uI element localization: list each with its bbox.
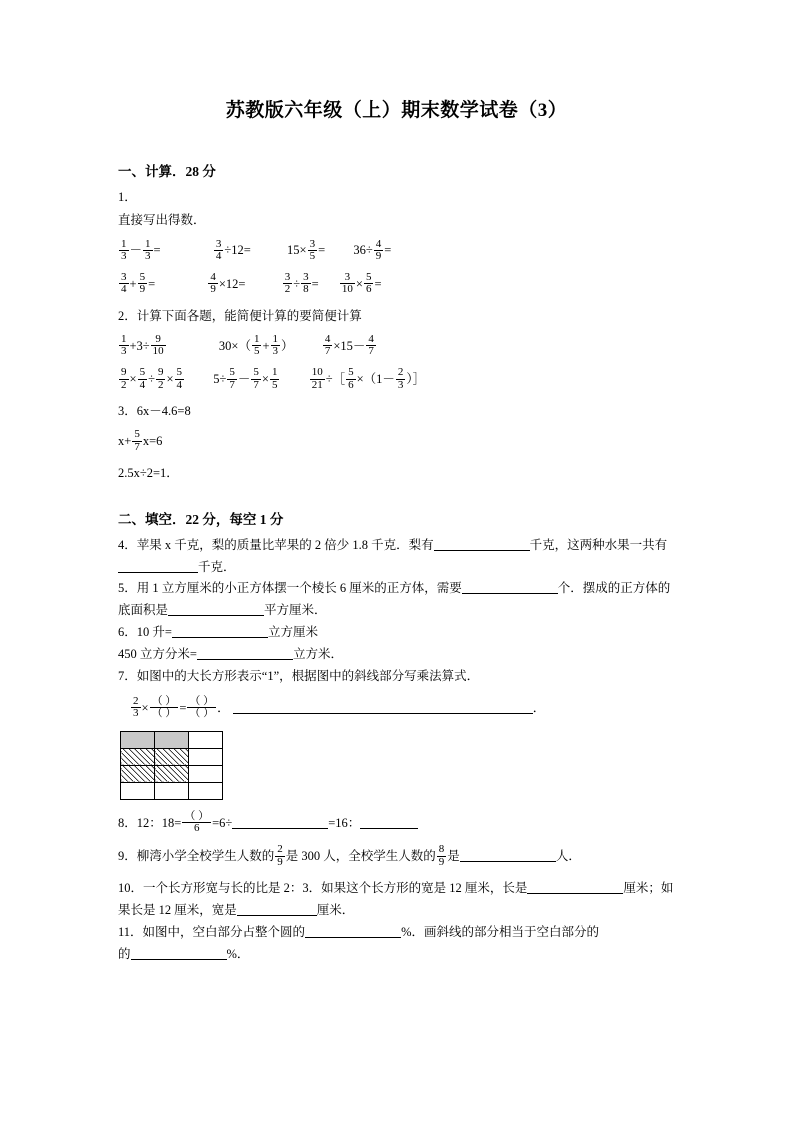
grid-row xyxy=(121,748,223,765)
equals: = xyxy=(311,276,319,291)
q10-number: 10． xyxy=(118,881,144,896)
operator: － xyxy=(129,243,143,258)
q1-item-7 xyxy=(282,270,322,296)
q2-item-4 xyxy=(118,366,188,391)
operator: ÷ xyxy=(293,276,301,291)
q11-text-2: %．画斜线的部分相当于空白部分的 xyxy=(401,924,599,939)
q7-expr-inline xyxy=(130,694,233,720)
q11-text-1: 如图中，空白部分占整个圆的 xyxy=(142,924,306,939)
fraction: $\frac{4}{7}$ xyxy=(324,332,331,358)
equals: = xyxy=(318,243,326,258)
q7-grid-figure xyxy=(120,731,223,800)
q8-text-2: =6÷ xyxy=(212,815,233,830)
answer-blank[interactable] xyxy=(434,537,530,551)
fraction: $\frac{2}{3}$ xyxy=(397,366,404,391)
q3-equation-2 xyxy=(118,428,163,453)
period: ． xyxy=(532,700,546,715)
grid-row xyxy=(121,782,223,799)
q1-item-1 xyxy=(118,237,164,263)
q2-item-1 xyxy=(118,332,170,358)
q1-prompt: 直接写出得数． xyxy=(118,213,206,228)
answer-blank[interactable] xyxy=(462,580,558,594)
expr-tail: ×12= xyxy=(218,276,246,291)
question-11 xyxy=(118,922,675,966)
q8-text-3: =16： xyxy=(328,815,361,830)
fraction: $\frac{( )}{( )}$ xyxy=(151,694,177,720)
expr-head: x+ xyxy=(118,434,132,449)
operator: × xyxy=(166,371,174,386)
q2-prompt xyxy=(118,306,675,326)
expr-head: 36÷ xyxy=(353,243,373,258)
q7-text: 如图中的大长方形表示“1”，根据图中的斜线部分写乘法算式． xyxy=(136,668,480,683)
q2-number: 2． xyxy=(118,308,137,323)
fraction: $\frac{2}{3}$ xyxy=(133,694,139,720)
answer-blank[interactable] xyxy=(527,880,623,894)
expr-tail: x=6 xyxy=(142,434,163,449)
grid-cell xyxy=(155,748,189,765)
answer-blank[interactable] xyxy=(232,815,328,829)
grid-cell xyxy=(155,765,189,782)
grid-cell xyxy=(189,748,223,765)
q10-text-2: 厘米；如果长是 12 厘米，宽是 xyxy=(118,881,674,917)
fraction: $\frac{5}{6}$ xyxy=(365,270,372,296)
q1-item-6 xyxy=(207,270,248,296)
fraction: $\frac{( )}{6}$ xyxy=(184,809,210,835)
fraction: $\frac{5}{7}$ xyxy=(229,366,235,391)
q9-text-2: 是 300 人，全校学生人数的 xyxy=(285,848,436,863)
expr-head: 5÷ xyxy=(213,371,227,386)
expr-tail: ） xyxy=(281,338,294,353)
question-5 xyxy=(118,578,675,622)
q5-text-1: 用 1 立方厘米的小正方体摆一个棱长 6 厘米的正方体，需要 xyxy=(136,581,462,596)
q5-text-2: 个．摆成的正方体的底面积是 xyxy=(118,581,671,618)
equals: = xyxy=(148,276,156,291)
operator: + xyxy=(129,276,137,291)
q3-equation-3: 2.5x÷2=1． xyxy=(118,466,179,481)
equals: = xyxy=(179,700,187,715)
fraction: $\frac{5}{4}$ xyxy=(176,366,182,391)
q2-item-2 xyxy=(218,332,297,358)
q1-row-2 xyxy=(118,270,675,297)
q6-text-2: 立方厘米 xyxy=(267,625,318,640)
grid-cell xyxy=(155,731,189,748)
question-6 xyxy=(118,622,675,666)
question-9 xyxy=(118,845,675,869)
q2-item-5 xyxy=(213,366,283,391)
fraction: $\frac{4}{9}$ xyxy=(210,270,216,296)
answer-blank[interactable] xyxy=(237,902,317,916)
fraction: $\frac{8}{9}$ xyxy=(438,843,445,868)
answer-blank[interactable] xyxy=(233,700,533,714)
fraction: $\frac{9}{2}$ xyxy=(121,366,127,391)
q1-item-8 xyxy=(339,270,382,296)
q9-text-3: 是 xyxy=(447,848,460,863)
grid-cell xyxy=(189,782,223,799)
operator: ÷［ xyxy=(325,371,346,386)
question-7 xyxy=(118,666,675,688)
expr-head: 15× xyxy=(287,243,307,258)
q11-number: 11． xyxy=(118,924,143,939)
expr-head: 30×（ xyxy=(218,338,251,353)
fraction: $\frac{9}{10}$ xyxy=(152,332,164,358)
q7-expression xyxy=(130,694,675,721)
q8-number: 8． xyxy=(118,815,137,830)
fraction: $\frac{1}{3}$ xyxy=(121,237,127,263)
q1-item-2 xyxy=(213,237,254,263)
fraction: $\frac{1}{5}$ xyxy=(253,332,260,358)
q10-text-3: 厘米． xyxy=(316,903,355,917)
fraction: $\frac{1}{3}$ xyxy=(121,332,127,358)
grid-cell xyxy=(121,748,155,765)
answer-blank[interactable] xyxy=(197,646,293,660)
operator: ×15－ xyxy=(333,338,366,353)
answer-blank[interactable] xyxy=(305,924,401,938)
q1-item-5 xyxy=(118,270,158,296)
q3-line-2 xyxy=(118,430,675,454)
fraction: $\frac{10}{21}$ xyxy=(311,366,323,391)
q3-number: 3． xyxy=(118,404,137,419)
operator: ×（1－ xyxy=(356,371,395,386)
q3-line-1 xyxy=(118,401,675,421)
q11-text-4: %． xyxy=(226,946,250,961)
expr-tail: ÷12= xyxy=(224,243,251,258)
operator: × xyxy=(141,700,149,715)
q9-text-4: 人． xyxy=(555,848,581,863)
fraction: $\frac{1}{5}$ xyxy=(271,366,278,391)
q5-number: 5． xyxy=(118,581,137,596)
answer-blank[interactable] xyxy=(118,559,198,573)
question-10 xyxy=(118,878,675,922)
q4-text-1: 苹果 x 千克，梨的质量比苹果的 2 倍少 1.8 千克．梨有 xyxy=(136,537,434,552)
q3-equation-1: 6x－4.6=8 xyxy=(136,404,191,419)
fraction: $\frac{1}{3}$ xyxy=(272,332,279,358)
question-4 xyxy=(118,535,675,579)
operator: ÷ xyxy=(148,371,155,386)
fraction: $\frac{5}{7}$ xyxy=(253,366,259,391)
question-3 xyxy=(118,401,675,484)
q9-text-1: 柳湾小学全校学生人数的 xyxy=(136,848,275,863)
q6-text-3: 450 立方分米= xyxy=(118,647,197,662)
q2-row-1 xyxy=(118,332,675,359)
q1-item-3 xyxy=(287,237,328,263)
q4-number: 4． xyxy=(118,537,137,552)
equals: = xyxy=(153,243,161,258)
section-heading-fill-in-blank: 二、填空．22 分，每空 1 分 xyxy=(118,511,284,527)
answer-blank[interactable] xyxy=(172,624,268,638)
grid-cell xyxy=(121,731,155,748)
q10-text-1: 一个长方形宽与长的比是 2：3．如果这个长方形的宽是 12 厘米，长是 xyxy=(143,881,528,896)
fraction: $\frac{9}{2}$ xyxy=(157,366,164,391)
q6-text-4: 立方米． xyxy=(292,647,343,662)
operator: × xyxy=(355,276,363,291)
expr-tail: ）］ xyxy=(406,371,426,386)
q1-item-4 xyxy=(353,237,392,263)
q8-expression xyxy=(136,809,233,835)
equals: = xyxy=(374,276,382,291)
grid-cell xyxy=(189,731,223,748)
q2-item-3 xyxy=(322,332,377,358)
operator: × xyxy=(261,371,269,386)
q1-number: 1． xyxy=(118,190,137,204)
fraction: $\frac{3}{4}$ xyxy=(215,237,222,263)
fraction: $\frac{4}{9}$ xyxy=(375,237,382,263)
section-heading-calculation: 一、计算．28 分 xyxy=(118,164,216,179)
fraction: $\frac{4}{7}$ xyxy=(368,332,374,358)
fraction: $\frac{3}{5}$ xyxy=(309,237,316,263)
fraction: $\frac{5}{4}$ xyxy=(139,366,146,391)
q6-text-1: 10 升= xyxy=(136,625,172,640)
answer-blank[interactable] xyxy=(168,602,264,616)
answer-blank[interactable] xyxy=(460,848,556,862)
q2-item-6 xyxy=(309,366,426,391)
q8-text-1: 12：18= xyxy=(136,815,182,830)
q4-text-3: 千克． xyxy=(198,559,236,574)
q2-text: 计算下面各题，能简便计算的要简便计算 xyxy=(136,308,362,323)
question-2 xyxy=(118,306,675,392)
q9-number: 9． xyxy=(118,848,137,863)
grid-cell xyxy=(121,765,155,782)
operator: × xyxy=(129,371,137,386)
equals: = xyxy=(384,243,392,258)
grid-cell xyxy=(189,765,223,782)
fraction: $\frac{5}{9}$ xyxy=(139,270,146,296)
question-1 xyxy=(118,187,675,297)
grid-cell xyxy=(121,782,155,799)
answer-blank[interactable] xyxy=(131,946,227,960)
q11-text-3: 的 xyxy=(118,946,131,961)
grid-cell xyxy=(155,782,189,799)
question-8 xyxy=(118,809,675,836)
operator: +3÷ xyxy=(129,338,150,353)
fraction: $\frac{3}{8}$ xyxy=(303,270,309,296)
fraction: $\frac{5}{6}$ xyxy=(348,366,354,391)
fraction: $\frac{5}{7}$ xyxy=(134,428,140,453)
q7-number: 7． xyxy=(118,668,137,683)
page-title: 苏教版六年级（上）期末数学试卷（3） xyxy=(225,100,568,121)
fraction: $\frac{3}{2}$ xyxy=(284,270,291,296)
fraction: $\frac{2}{9}$ xyxy=(277,843,283,868)
operator: + xyxy=(262,338,270,353)
q5-text-3: 平方厘米． xyxy=(264,603,327,618)
answer-blank[interactable] xyxy=(360,815,418,829)
q6-number: 6． xyxy=(118,625,137,640)
fraction: $\frac{3}{4}$ xyxy=(121,270,127,296)
fraction: $\frac{1}{3}$ xyxy=(145,237,151,263)
fraction: $\frac{( )}{( )}$ xyxy=(189,694,215,720)
q2-row-2 xyxy=(118,368,675,392)
q4-text-2: 千克，这两种水果一共有 xyxy=(529,537,668,552)
fraction: $\frac{3}{10}$ xyxy=(341,270,353,296)
operator: － xyxy=(237,371,251,386)
period: ． xyxy=(217,700,230,715)
grid-row xyxy=(121,765,223,782)
grid-row xyxy=(121,731,223,748)
q1-row-1 xyxy=(118,237,675,264)
